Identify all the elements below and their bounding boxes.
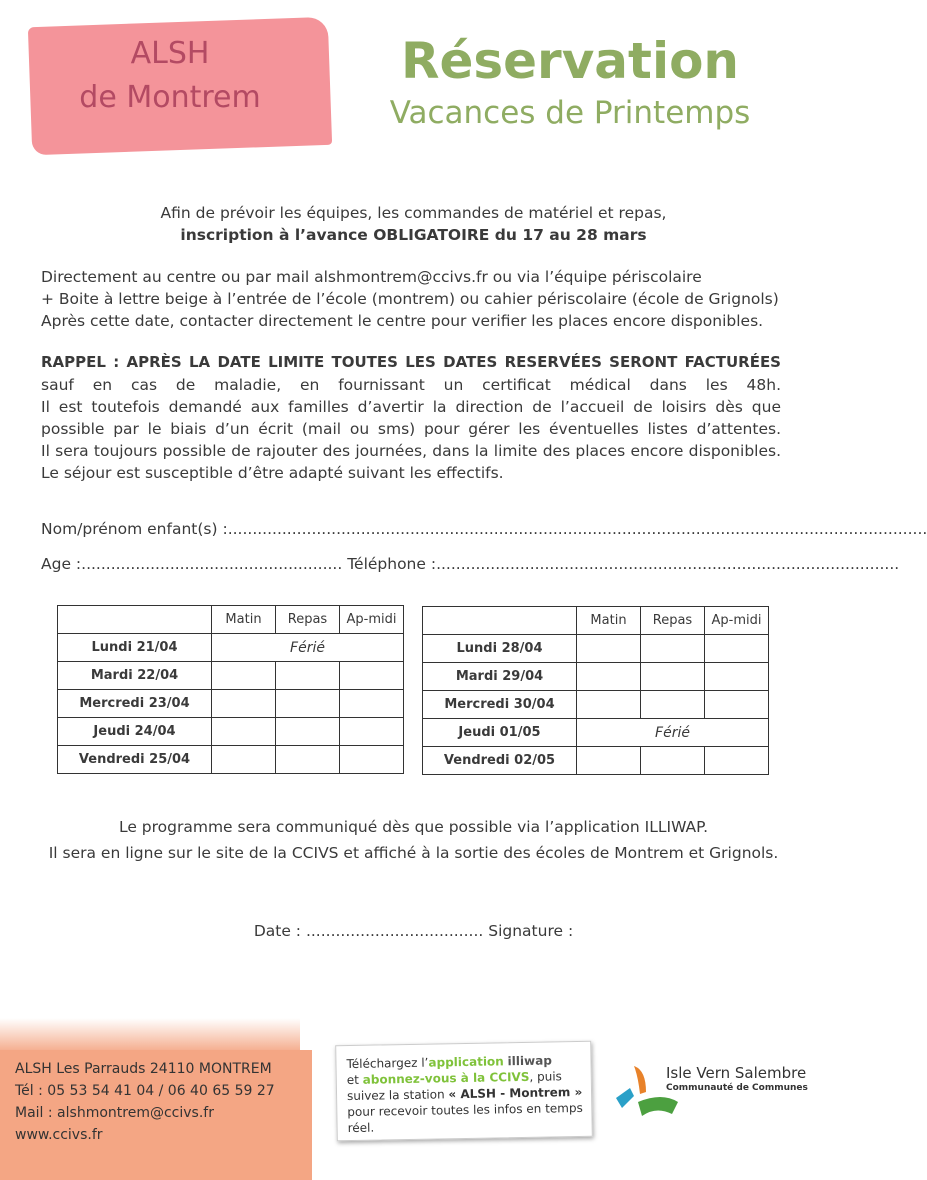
card-text: pour recevoir toutes les infos en temps réel. xyxy=(347,1100,583,1136)
holiday-cell: Férié xyxy=(577,719,769,747)
table-row xyxy=(423,719,769,747)
card-text: et xyxy=(346,1072,363,1088)
matin-checkbox-cell[interactable] xyxy=(212,662,276,690)
contact-line: Directement au centre ou par mail alshmontrem@ccivs.fr ou via l’équipe périscolaire xyxy=(41,268,702,286)
header-empty xyxy=(58,606,212,634)
day-label: Mercredi 30/04 xyxy=(423,691,577,719)
apmidi-checkbox-cell[interactable] xyxy=(340,690,404,718)
header-empty xyxy=(423,607,577,635)
signature-label: Signature : xyxy=(488,922,574,940)
day-label: Mardi 22/04 xyxy=(58,662,212,690)
repas-checkbox-cell[interactable] xyxy=(641,635,705,663)
card-highlight: abonnez-vous à la CCIVS xyxy=(362,1069,530,1087)
matin-checkbox-cell[interactable] xyxy=(577,663,641,691)
table-row xyxy=(423,747,769,775)
rappel-heading: RAPPEL : APRÈS LA DATE LIMITE TOUTES LES DATES RESERVÉES SERONT FACTURÉES xyxy=(41,353,781,371)
repas-checkbox-cell[interactable] xyxy=(276,662,340,690)
week2-table xyxy=(422,606,769,775)
table-row xyxy=(58,746,404,774)
table-row xyxy=(58,690,404,718)
repas-checkbox-cell[interactable] xyxy=(641,691,705,719)
matin-checkbox-cell[interactable] xyxy=(577,691,641,719)
week1-table xyxy=(57,605,404,774)
holiday-cell: Férié xyxy=(212,634,404,662)
card-station: « ALSH - Montrem » xyxy=(448,1084,583,1102)
logo-subtitle: Communauté de Communes xyxy=(666,1083,808,1093)
repas-checkbox-cell[interactable] xyxy=(276,690,340,718)
day-label: Lundi 21/04 xyxy=(58,634,212,662)
age-phone-fields[interactable]: Age :..................................................... Téléphone :.............................................................................................. xyxy=(41,555,900,573)
header-cell: Ap-midi xyxy=(705,607,769,635)
contact-line: Après cette date, contacter directement le centre pour verifier les places encore disponibles. xyxy=(41,312,764,330)
page-subtitle: Vacances de Printemps xyxy=(389,95,751,131)
age-label: Age : xyxy=(41,555,82,573)
matin-checkbox-cell[interactable] xyxy=(212,746,276,774)
child-name-field[interactable]: Nom/prénom enfant(s) :.............................................................................................................................................. xyxy=(41,520,927,538)
intro-line2: inscription à l’avance OBLIGATOIRE du 17 au 28 mars xyxy=(180,226,647,244)
table-row xyxy=(423,663,769,691)
repas-checkbox-cell[interactable] xyxy=(641,663,705,691)
rappel-line: Le séjour est susceptible d’être adapté suivant les effectifs. xyxy=(41,464,504,482)
repas-checkbox-cell[interactable] xyxy=(276,746,340,774)
header-cell: Ap-midi xyxy=(340,606,404,634)
card-highlight: application xyxy=(428,1054,504,1070)
child-name-label: Nom/prénom enfant(s) : xyxy=(41,520,228,538)
matin-checkbox-cell[interactable] xyxy=(212,718,276,746)
day-label: Jeudi 01/05 xyxy=(423,719,577,747)
illiwap-card xyxy=(335,1041,593,1141)
card-text: , puis suivez la station xyxy=(346,1069,562,1104)
table-row xyxy=(58,718,404,746)
header-cell: Repas xyxy=(276,606,340,634)
header-cell: Matin xyxy=(577,607,641,635)
logo-name: Isle Vern Salembre xyxy=(666,1064,807,1082)
illiwap-logo: illiwap xyxy=(507,1053,552,1069)
matin-checkbox-cell[interactable] xyxy=(577,747,641,775)
card-text: Téléchargez l’ xyxy=(346,1055,429,1072)
apmidi-checkbox-cell[interactable] xyxy=(705,663,769,691)
footer-address: ALSH Les Parrauds 24110 MONTREM xyxy=(15,1061,272,1077)
footer-phone: Tél : 05 53 54 41 04 / 06 40 65 59 27 xyxy=(15,1083,275,1099)
footer-mail[interactable]: Mail : alshmontrem@ccivs.fr xyxy=(15,1105,214,1121)
table-row xyxy=(423,691,769,719)
footer-website[interactable]: www.ccivs.fr xyxy=(15,1127,103,1143)
page-title: Réservation xyxy=(400,32,740,90)
repas-checkbox-cell[interactable] xyxy=(641,747,705,775)
apmidi-checkbox-cell[interactable] xyxy=(340,718,404,746)
phone-label: Téléphone : xyxy=(347,555,437,573)
date-label: Date : xyxy=(253,922,302,940)
apmidi-checkbox-cell[interactable] xyxy=(705,691,769,719)
rappel-line: possible par le biais d’un écrit (mail ou sms) pour gérer les éventuelles listes d’attentes. xyxy=(41,420,781,438)
matin-checkbox-cell[interactable] xyxy=(577,635,641,663)
brand-line1: ALSH xyxy=(130,36,210,71)
day-label: Jeudi 24/04 xyxy=(58,718,212,746)
rappel-line: sauf en cas de maladie, en fournissant un certificat médical dans les 48h. xyxy=(41,376,781,394)
apmidi-checkbox-cell[interactable] xyxy=(340,662,404,690)
header-cell: Matin xyxy=(212,606,276,634)
program-line1: Le programme sera communiqué dès que possible via l’application ILLIWAP. xyxy=(118,818,709,836)
rappel-line: Il est toutefois demandé aux familles d’avertir la direction de l’accueil de loisirs dès que xyxy=(41,398,781,416)
table-header-row xyxy=(58,606,404,634)
program-line2: Il sera en ligne sur le site de la CCIVS et affiché à la sortie des écoles de Montrem et Grignols. xyxy=(48,844,779,862)
intro-line1: Afin de prévoir les équipes, les commandes de matériel et repas, xyxy=(160,204,667,222)
repas-checkbox-cell[interactable] xyxy=(276,718,340,746)
day-label: Lundi 28/04 xyxy=(423,635,577,663)
day-label: Mardi 29/04 xyxy=(423,663,577,691)
table-header-row xyxy=(423,607,769,635)
contact-line: + Boite à lettre beige à l’entrée de l’école (montrem) ou cahier périscolaire (école de Grignols) xyxy=(41,290,779,308)
date-signature-fields[interactable]: Date : .................................... Signature : xyxy=(253,922,574,940)
apmidi-checkbox-cell[interactable] xyxy=(340,746,404,774)
apmidi-checkbox-cell[interactable] xyxy=(705,747,769,775)
table-row xyxy=(58,662,404,690)
table-row xyxy=(423,635,769,663)
table-row xyxy=(58,634,404,662)
day-label: Vendredi 25/04 xyxy=(58,746,212,774)
apmidi-checkbox-cell[interactable] xyxy=(705,635,769,663)
day-label: Mercredi 23/04 xyxy=(58,690,212,718)
matin-checkbox-cell[interactable] xyxy=(212,690,276,718)
brand-line2: de Montrem xyxy=(79,80,261,115)
day-label: Vendredi 02/05 xyxy=(423,747,577,775)
header-cell: Repas xyxy=(641,607,705,635)
rappel-line: Il sera toujours possible de rajouter des journées, dans la limite des places encore disponibles. xyxy=(41,442,781,460)
